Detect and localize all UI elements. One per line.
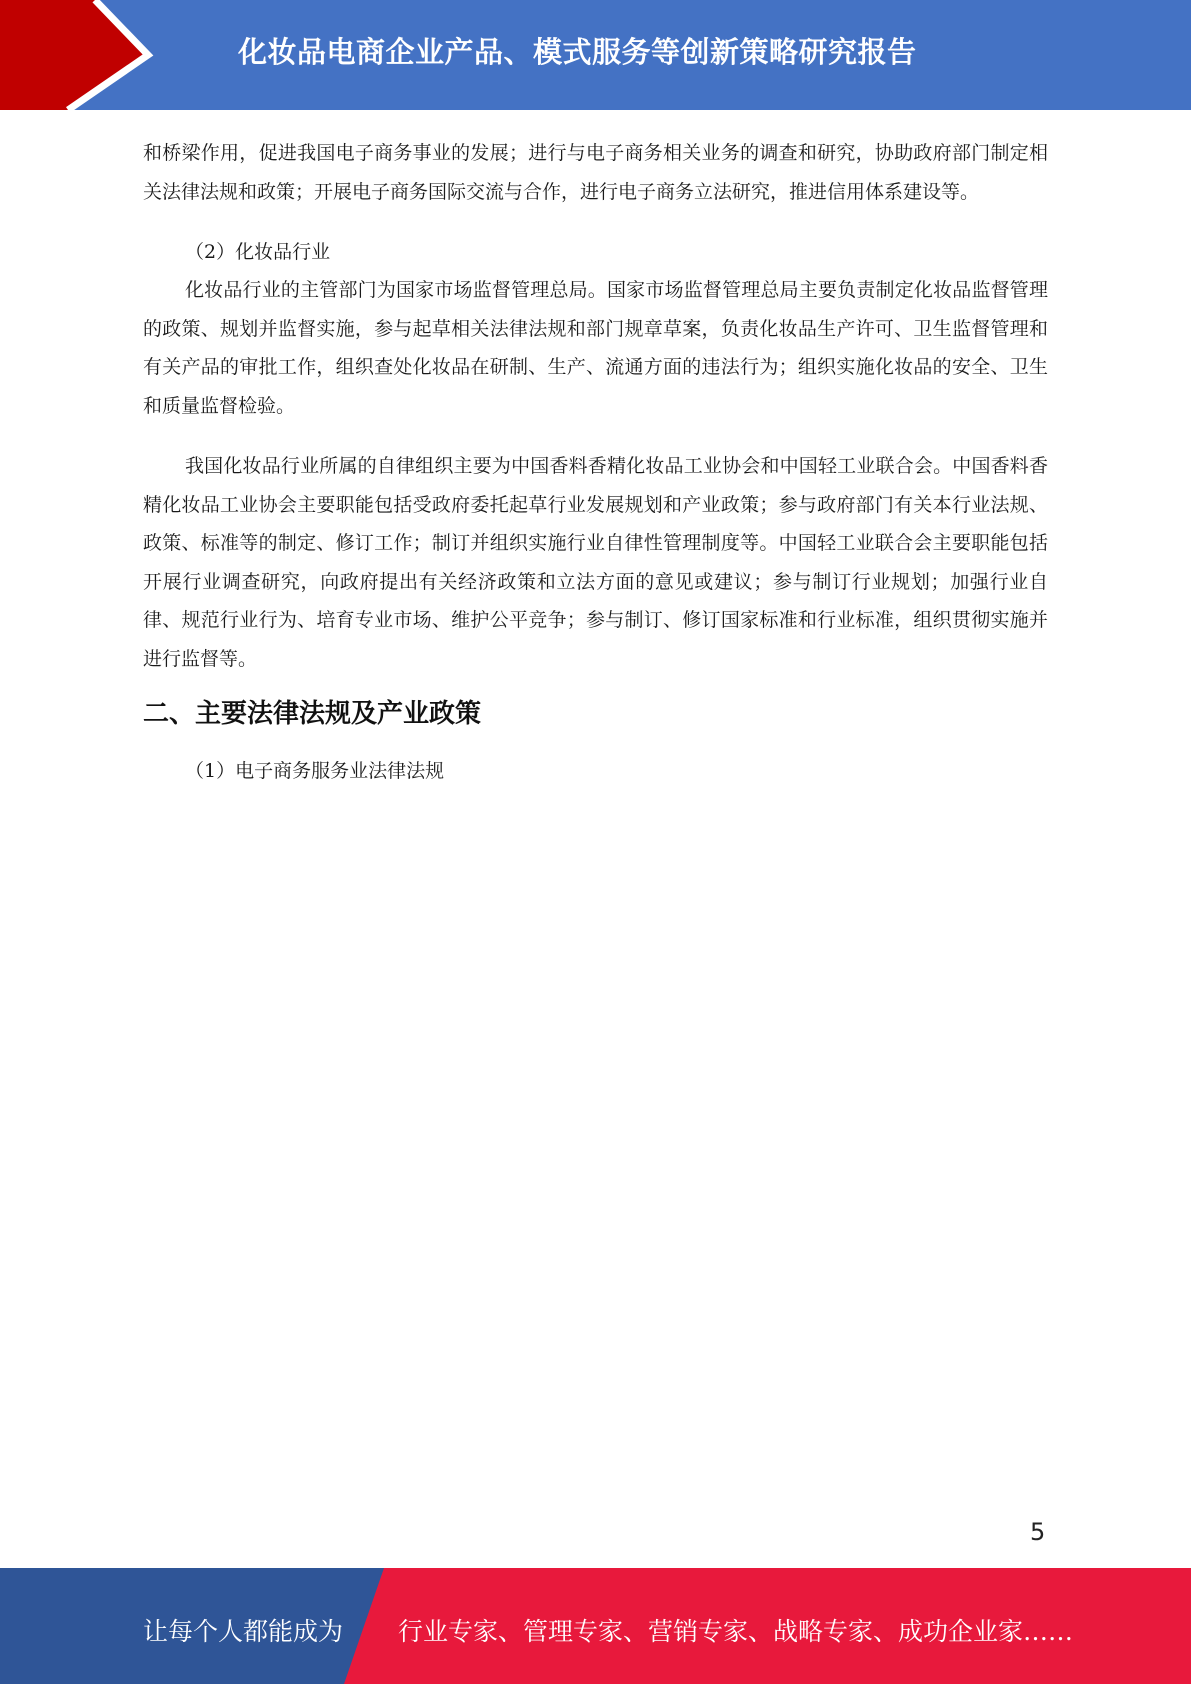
footer-slogan-right: 行业专家、管理专家、营销专家、战略专家、成功企业家…… [398, 1617, 1074, 1646]
page-number: 5 [1030, 1518, 1046, 1546]
report-title: 化妆品电商企业产品、模式服务等创新策略研究报告 [238, 35, 917, 69]
subheading-cosmetics-industry: （2）化妆品行业 [185, 241, 331, 263]
page-content [143, 134, 1048, 790]
footer-slogan-left: 让每个人都能成为 [143, 1617, 344, 1646]
paragraph-ecommerce-association: 和桥梁作用，促进我国电子商务事业的发展；进行与电子商务相关业务的调查和研究，协助政府部门制定相关法律法规和政策；开展电子商务国际交流与合作，进行电子商务立法研究，推进信用体系建设等。 [143, 142, 1048, 203]
paragraph-self-regulatory-orgs: 我国化妆品行业所属的自律组织主要为中国香料香精化妆品工业协会和中国轻工业联合会。中国香料香精化妆品工业协会主要职能包括受政府委托起草行业发展规划和产业政策；参与政府部门有关本行业法规、政策、标准等的制定、修订工作；制订并组织实施行业自律性管理制度等。中国轻工业联合会主要职能包括开展行业调查研究，向政府提出有关经济政策和立法方面的意见或建议；参与制订行业规划；加强行业自律、规范行业行为、培育专业市场、维护公平竞争；参与制订、修订国家标准和行业标准，组织贯彻实施并进行监督等。 [143, 455, 1048, 670]
section-heading-laws-policies: 二、主要法律法规及产业政策 [143, 699, 482, 729]
paragraph-regulator: 化妆品行业的主管部门为国家市场监督管理总局。国家市场监督管理总局主要负责制定化妆品监督管理的政策、规划并监督实施，参与起草相关法律法规和部门规章草案，负责化妆品生产许可、卫生监督管理和有关产品的审批工作，组织查处化妆品在研制、生产、流通方面的违法行为；组织实施化妆品的安全、卫生和质量监督检验。 [143, 279, 1048, 417]
page-header [0, 0, 1191, 110]
page-footer [0, 1568, 1191, 1684]
subheading-ecommerce-laws: （1）电子商务服务业法律法规 [185, 760, 445, 782]
